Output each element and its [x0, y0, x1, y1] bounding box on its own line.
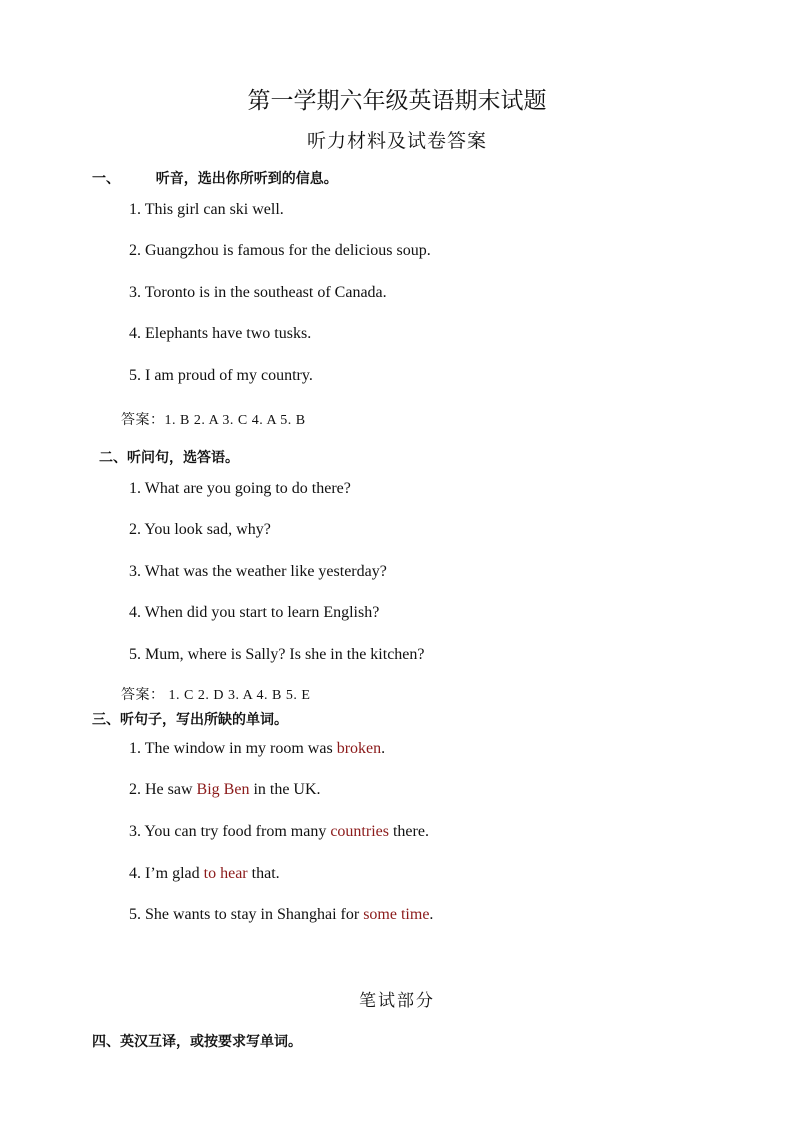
section4-heading: 四、英汉互译，或按要求写单词。 — [92, 1034, 302, 1050]
section1-item: 1. This girl can ski well. — [129, 201, 284, 218]
section2-item: 2. You look sad, why? — [129, 521, 271, 538]
section1-answer: 答案：1. B 2. A 3. C 4. A 5. B — [121, 413, 306, 428]
section3-item — [129, 740, 385, 758]
section1-heading-number: 一、 — [92, 171, 120, 187]
section3-item — [129, 781, 321, 799]
section2-item: 4. When did you start to learn English? — [129, 604, 380, 621]
sentence-text: 2. He saw — [129, 781, 197, 798]
section2-heading: 二、听问句，选答语。 — [99, 450, 239, 466]
section3-heading: 三、听句子，写出所缺的单词。 — [92, 712, 288, 728]
filled-answer: to hear — [203, 865, 248, 882]
page-title: 第一学期六年级英语期末试题 — [247, 88, 547, 113]
filled-answer: countries — [330, 823, 389, 840]
filled-answer: some time — [363, 906, 430, 923]
sentence-text: 1. The window in my room was — [129, 740, 337, 757]
sentence-text: . — [381, 740, 386, 757]
section1-heading — [92, 168, 338, 188]
sentence-text: 5. She wants to stay in Shanghai for — [129, 906, 364, 923]
sentence-text: 3. You can try food from many — [129, 823, 331, 840]
page-subtitle: 听力材料及试卷答案 — [306, 131, 487, 152]
filled-answer: Big Ben — [196, 781, 250, 798]
section3-item — [129, 823, 429, 841]
sentence-text: . — [429, 906, 434, 923]
section3-item — [129, 865, 280, 883]
section2-item: 1. What are you going to do there? — [129, 480, 351, 497]
section1-item: 3. Toronto is in the southeast of Canada. — [129, 284, 387, 301]
sentence-text: there. — [388, 823, 429, 840]
section1-item: 2. Guangzhou is famous for the delicious soup. — [129, 242, 431, 259]
section1-item: 4. Elephants have two tusks. — [129, 325, 312, 342]
section2-answer: 答案： 1. C 2. D 3. A 4. B 5. E — [121, 688, 311, 703]
written-part-title: 笔试部分 — [359, 991, 435, 1010]
sentence-text: that. — [247, 865, 280, 882]
sentence-text: in the UK. — [249, 781, 321, 798]
section2-item: 5. Mum, where is Sally? Is she in the kitchen? — [129, 646, 425, 663]
section3-item — [129, 906, 433, 924]
section2-item: 3. What was the weather like yesterday? — [129, 563, 387, 580]
section1-item: 5. I am proud of my country. — [129, 367, 313, 384]
sentence-text: 4. I’m glad — [129, 865, 204, 882]
filled-answer: broken — [336, 740, 382, 757]
section1-heading-text: 听音，选出你所听到的信息。 — [155, 171, 338, 187]
